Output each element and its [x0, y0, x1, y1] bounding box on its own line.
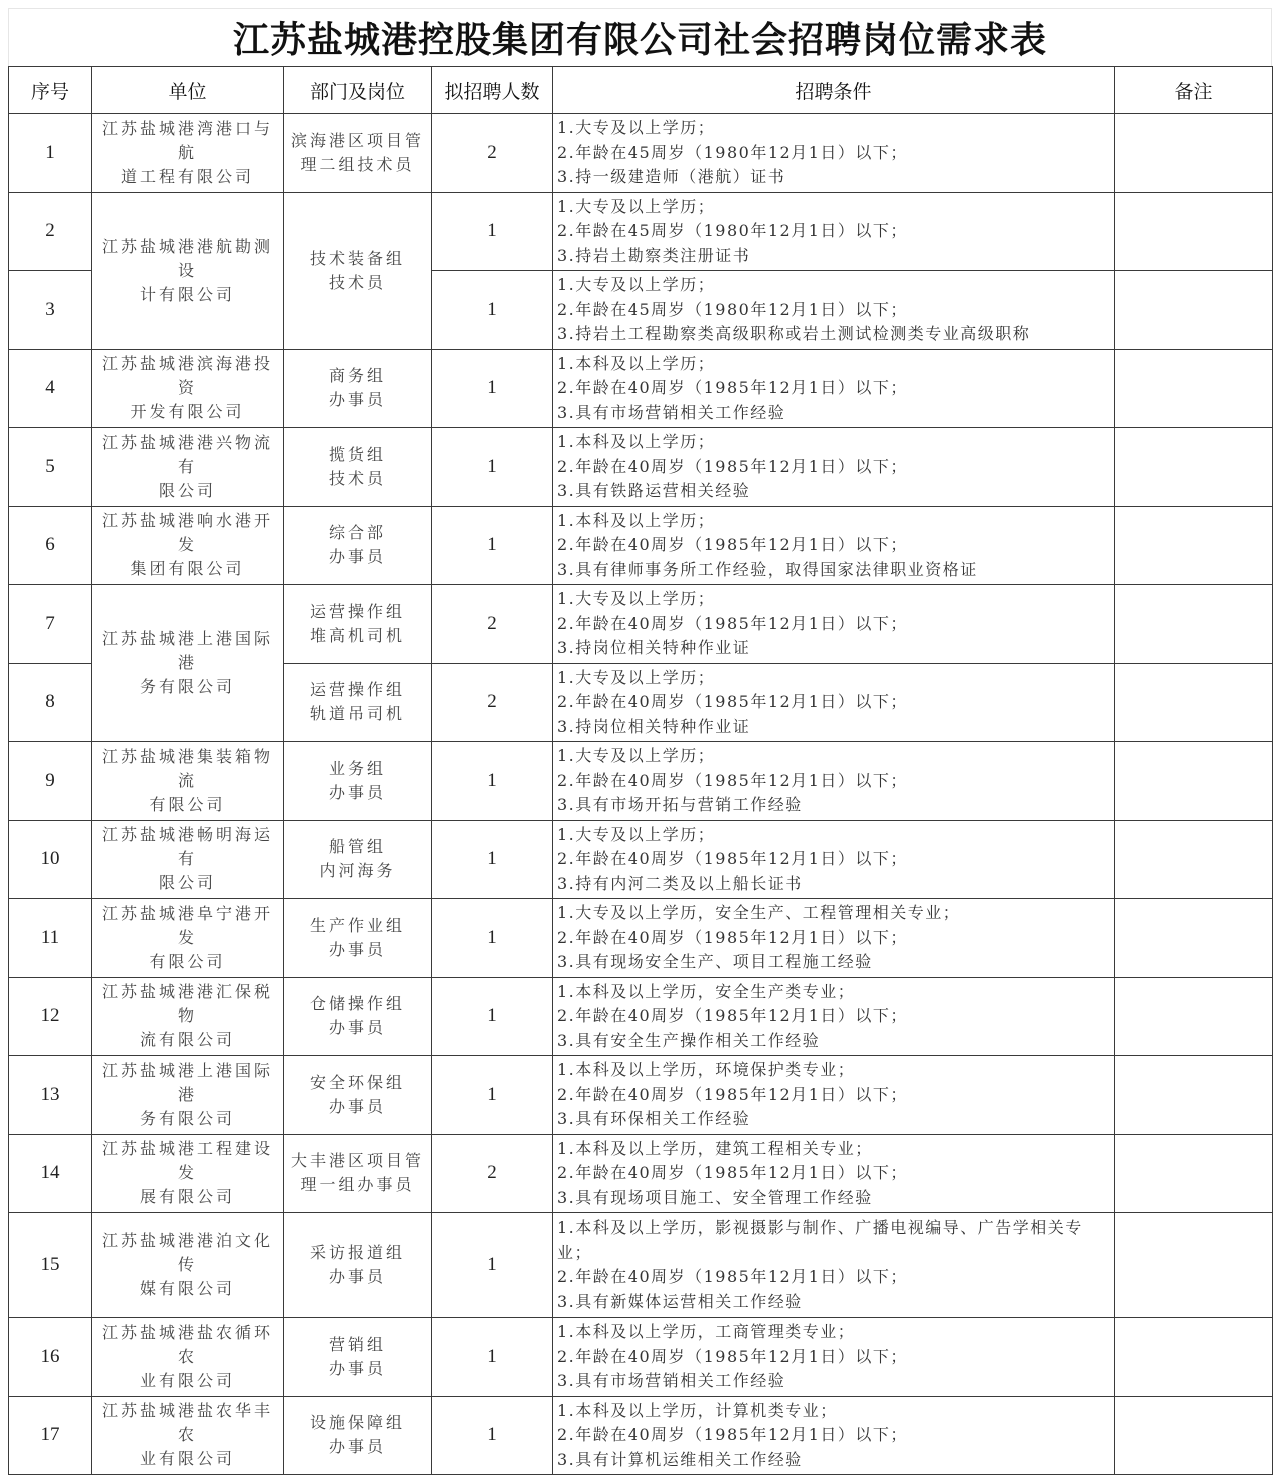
remarks-cell [1115, 349, 1273, 428]
remarks-cell [1115, 114, 1273, 193]
remarks-cell [1115, 899, 1273, 978]
dept-cell [284, 1213, 432, 1318]
unit-line: 江苏盐城港集装箱物流 [101, 746, 273, 790]
condition-line: 3.具有律师事务所工作经验，取得国家法律职业资格证 [557, 559, 978, 579]
dept-line: 办事员 [328, 1018, 386, 1038]
table-row [9, 1213, 1273, 1318]
table-row [9, 977, 1273, 1056]
seq-cell: 15 [9, 1213, 92, 1318]
conditions-cell [553, 428, 1115, 507]
seq-cell: 4 [9, 349, 92, 428]
unit-cell [92, 585, 284, 742]
dept-line: 办事员 [328, 1096, 386, 1116]
condition-line: 3.持岩土工程勘察类高级职称或岩土测试检测类专业高级职称 [557, 324, 1031, 343]
condition-line: 1.大专及以上学历； [557, 746, 716, 765]
remarks-cell [1115, 585, 1273, 664]
count-cell: 1 [432, 1396, 553, 1475]
seq-cell: 5 [9, 428, 92, 507]
conditions-cell [553, 977, 1115, 1056]
unit-cell [92, 1396, 284, 1475]
unit-line: 江苏盐城港上港国际港 [101, 629, 273, 672]
conditions-cell [553, 1213, 1115, 1318]
unit-line: 江苏盐城港港汇保税物 [101, 982, 273, 1026]
condition-line: 2.年龄在40周岁（1985年12月1日）以下； [557, 378, 908, 397]
remarks-cell [1115, 428, 1273, 507]
unit-cell [92, 506, 284, 585]
condition-line: 1.本科及以上学历，建筑工程相关专业； [557, 1138, 873, 1158]
condition-line: 2.年龄在45周岁（1980年12月1日）以下； [557, 221, 908, 240]
header-conditions: 招聘条件 [553, 67, 1115, 114]
unit-cell [92, 977, 284, 1056]
dept-cell [284, 1318, 432, 1397]
dept-line: 轨道吊司机 [309, 704, 405, 724]
condition-line: 3.具有市场营销相关工作经验 [557, 1371, 786, 1390]
count-cell: 1 [432, 977, 553, 1056]
count-cell: 1 [432, 820, 553, 899]
condition-line: 1.大专及以上学历； [557, 667, 716, 687]
unit-line: 江苏盐城港响水港开发 [101, 511, 273, 555]
count-cell: 1 [432, 506, 553, 585]
seq-cell: 13 [9, 1056, 92, 1135]
dept-line: 采访报道组 [309, 1243, 405, 1262]
header-seq: 序号 [9, 67, 92, 114]
seq-cell: 1 [9, 114, 92, 193]
unit-line: 媒有限公司 [139, 1279, 235, 1298]
unit-cell [92, 1056, 284, 1135]
condition-line: 3.具有市场开拓与营销工作经验 [557, 795, 803, 814]
condition-line: 2.年龄在40周岁（1985年12月1日）以下； [557, 456, 908, 476]
table-row [9, 742, 1273, 821]
unit-line: 开发有限公司 [130, 402, 245, 422]
unit-line: 江苏盐城港上港国际港 [101, 1060, 273, 1104]
dept-line: 生产作业组 [309, 915, 405, 935]
condition-line: 1.大专及以上学历； [557, 824, 716, 844]
count-cell: 2 [432, 1134, 553, 1213]
unit-line: 业有限公司 [139, 1449, 235, 1469]
condition-line: 1.本科及以上学历，工商管理类专业； [557, 1322, 856, 1341]
unit-cell [92, 1318, 284, 1397]
dept-line: 技术员 [328, 272, 386, 292]
unit-line: 江苏盐城港盐农循环农 [101, 1322, 273, 1366]
condition-line: 3.具有现场项目施工、安全管理工作经验 [557, 1187, 873, 1207]
condition-line: 2.年龄在40周岁（1985年12月1日）以下； [557, 1163, 908, 1182]
condition-line: 3.具有安全生产操作相关工作经验 [557, 1030, 821, 1050]
count-cell: 1 [432, 428, 553, 507]
seq-cell: 7 [9, 585, 92, 664]
header-count: 拟招聘人数 [432, 67, 553, 114]
unit-line: 江苏盐城港畅明海运有 [101, 825, 273, 869]
dept-cell [284, 663, 432, 742]
condition-line: 3.持有内河二类及以上船长证书 [557, 873, 803, 893]
unit-line: 务有限公司 [139, 677, 235, 696]
unit-cell [92, 899, 284, 978]
dept-line: 办事员 [328, 782, 386, 802]
seq-cell: 10 [9, 820, 92, 899]
unit-cell [92, 114, 284, 193]
count-cell: 2 [432, 114, 553, 193]
count-cell: 1 [432, 1213, 553, 1318]
title-bar [8, 8, 1272, 66]
table-row [9, 1056, 1273, 1135]
table-row [9, 1134, 1273, 1213]
seq-cell: 3 [9, 271, 92, 350]
dept-line: 理一组办事员 [300, 1175, 415, 1195]
dept-cell [284, 349, 432, 428]
dept-line: 办事员 [328, 1358, 386, 1378]
unit-line: 江苏盐城港港航勘测设 [101, 236, 273, 280]
remarks-cell [1115, 1134, 1273, 1213]
conditions-cell [553, 585, 1115, 664]
unit-line: 限公司 [158, 873, 216, 893]
dept-cell [284, 114, 432, 193]
dept-line: 办事员 [328, 1437, 386, 1457]
recruitment-table [8, 66, 1273, 1475]
seq-cell: 11 [9, 899, 92, 978]
condition-line: 2.年龄在40周岁（1985年12月1日）以下； [557, 1425, 908, 1444]
dept-line: 船管组 [328, 837, 386, 857]
dept-line: 综合部 [328, 523, 386, 543]
table-row [9, 192, 1273, 271]
dept-line: 安全环保组 [309, 1072, 405, 1092]
remarks-cell [1115, 1318, 1273, 1397]
dept-line: 商务组 [328, 366, 386, 386]
dept-line: 运营操作组 [309, 680, 405, 700]
count-cell: 1 [432, 1318, 553, 1397]
condition-line: 3.具有现场安全生产、项目工程施工经验 [557, 952, 873, 971]
unit-line: 江苏盐城港港泊文化传 [101, 1231, 273, 1274]
unit-line: 江苏盐城港港兴物流有 [101, 432, 273, 476]
table-row [9, 820, 1273, 899]
seq-cell: 6 [9, 506, 92, 585]
count-cell: 1 [432, 192, 553, 271]
table-row [9, 899, 1273, 978]
unit-line: 务有限公司 [139, 1108, 235, 1128]
seq-cell: 2 [9, 192, 92, 271]
conditions-cell [553, 506, 1115, 585]
header-dept: 部门及岗位 [284, 67, 432, 114]
remarks-cell [1115, 506, 1273, 585]
header-remarks: 备注 [1115, 67, 1273, 114]
condition-line: 1.本科及以上学历，影视摄影与制作、广播电视编导、广告学相关专业； [557, 1218, 1083, 1262]
condition-line: 2.年龄在40周岁（1985年12月1日）以下； [557, 535, 908, 554]
unit-cell [92, 192, 284, 349]
count-cell: 1 [432, 349, 553, 428]
condition-line: 3.持岩土勘察类注册证书 [557, 245, 751, 265]
condition-line: 3.具有新媒体运营相关工作经验 [557, 1291, 803, 1311]
condition-line: 3.具有铁路运营相关经验 [557, 481, 751, 500]
condition-line: 3.持岗位相关特种作业证 [557, 716, 751, 736]
unit-cell [92, 349, 284, 428]
remarks-cell [1115, 1056, 1273, 1135]
remarks-cell [1115, 663, 1273, 742]
condition-line: 2.年龄在45周岁（1980年12月1日）以下； [557, 299, 908, 319]
unit-cell [92, 742, 284, 821]
conditions-cell [553, 1396, 1115, 1475]
dept-cell [284, 428, 432, 507]
table-row [9, 1318, 1273, 1397]
count-cell: 2 [432, 663, 553, 742]
condition-line: 3.持岗位相关特种作业证 [557, 638, 751, 657]
unit-line: 限公司 [158, 480, 216, 500]
dept-line: 仓储操作组 [309, 994, 405, 1014]
table-row [9, 114, 1273, 193]
condition-line: 1.大专及以上学历； [557, 118, 716, 137]
seq-cell: 8 [9, 663, 92, 742]
document-page [8, 8, 1272, 1475]
unit-line: 江苏盐城港滨海港投资 [101, 354, 273, 398]
dept-line: 设施保障组 [309, 1413, 405, 1433]
dept-line: 办事员 [328, 1267, 386, 1286]
unit-line: 流有限公司 [139, 1030, 235, 1050]
conditions-cell [553, 663, 1115, 742]
unit-line: 道工程有限公司 [120, 166, 254, 186]
condition-line: 3.具有市场营销相关工作经验 [557, 402, 786, 422]
condition-line: 1.本科及以上学历，计算机类专业； [557, 1400, 838, 1420]
count-cell: 2 [432, 585, 553, 664]
unit-line: 展有限公司 [139, 1187, 235, 1207]
condition-line: 2.年龄在45周岁（1980年12月1日）以下； [557, 142, 908, 162]
unit-cell [92, 1213, 284, 1318]
dept-cell [284, 585, 432, 664]
conditions-cell [553, 742, 1115, 821]
dept-cell [284, 192, 432, 349]
unit-line: 计有限公司 [139, 284, 235, 304]
unit-cell [92, 820, 284, 899]
dept-cell [284, 820, 432, 899]
dept-cell [284, 899, 432, 978]
dept-line: 堆高机司机 [309, 625, 405, 645]
count-cell: 1 [432, 271, 553, 350]
unit-cell [92, 1134, 284, 1213]
dept-line: 理二组技术员 [300, 154, 415, 174]
condition-line: 2.年龄在40周岁（1985年12月1日）以下； [557, 1346, 908, 1366]
condition-line: 2.年龄在40周岁（1985年12月1日）以下； [557, 770, 908, 790]
condition-line: 3.持一级建造师（港航）证书 [557, 167, 786, 186]
condition-line: 2.年龄在40周岁（1985年12月1日）以下； [557, 1267, 908, 1286]
condition-line: 3.具有计算机运维相关工作经验 [557, 1449, 803, 1469]
table-row [9, 428, 1273, 507]
dept-cell [284, 1134, 432, 1213]
unit-line: 有限公司 [149, 794, 226, 814]
page-title: 江苏盐城港控股集团有限公司社会招聘岗位需求表 [232, 19, 1047, 61]
condition-line: 2.年龄在40周岁（1985年12月1日）以下； [557, 613, 908, 633]
count-cell: 1 [432, 899, 553, 978]
seq-cell: 12 [9, 977, 92, 1056]
seq-cell: 16 [9, 1318, 92, 1397]
dept-cell [284, 1056, 432, 1135]
dept-line: 办事员 [328, 547, 386, 567]
condition-line: 1.本科及以上学历； [557, 510, 716, 530]
conditions-cell [553, 114, 1115, 193]
remarks-cell [1115, 977, 1273, 1056]
conditions-cell [553, 899, 1115, 978]
condition-line: 1.本科及以上学历，安全生产类专业； [557, 981, 856, 1001]
conditions-cell [553, 192, 1115, 271]
dept-line: 揽货组 [328, 444, 386, 464]
condition-line: 2.年龄在40周岁（1985年12月1日）以下； [557, 1006, 908, 1025]
condition-line: 1.本科及以上学历； [557, 353, 716, 373]
condition-line: 1.大专及以上学历； [557, 275, 716, 294]
conditions-cell [553, 1318, 1115, 1397]
condition-line: 2.年龄在40周岁（1985年12月1日）以下； [557, 927, 908, 947]
condition-line: 1.本科及以上学历； [557, 432, 716, 451]
dept-cell [284, 1396, 432, 1475]
dept-line: 内河海务 [319, 861, 396, 881]
condition-line: 1.大专及以上学历； [557, 196, 716, 216]
table-header-row [9, 67, 1273, 114]
conditions-cell [553, 349, 1115, 428]
table-row [9, 1396, 1273, 1475]
seq-cell: 9 [9, 742, 92, 821]
unit-line: 江苏盐城港湾港口与航 [101, 118, 273, 162]
remarks-cell [1115, 1396, 1273, 1475]
dept-line: 技术员 [328, 468, 386, 488]
table-row [9, 349, 1273, 428]
conditions-cell [553, 271, 1115, 350]
seq-cell: 17 [9, 1396, 92, 1475]
remarks-cell [1115, 820, 1273, 899]
condition-line: 3.具有环保相关工作经验 [557, 1109, 751, 1128]
condition-line: 1.大专及以上学历，安全生产、工程管理相关专业； [557, 903, 961, 922]
unit-cell [92, 428, 284, 507]
conditions-cell [553, 820, 1115, 899]
dept-line: 营销组 [328, 1334, 386, 1354]
seq-cell: 14 [9, 1134, 92, 1213]
remarks-cell [1115, 1213, 1273, 1318]
remarks-cell [1115, 742, 1273, 821]
dept-line: 大丰港区项目管 [290, 1151, 424, 1171]
condition-line: 2.年龄在40周岁（1985年12月1日）以下； [557, 1084, 908, 1104]
condition-line: 2.年龄在40周岁（1985年12月1日）以下； [557, 692, 908, 711]
dept-line: 业务组 [328, 758, 386, 778]
unit-line: 业有限公司 [139, 1370, 235, 1390]
count-cell: 1 [432, 1056, 553, 1135]
header-unit: 单位 [92, 67, 284, 114]
remarks-cell [1115, 192, 1273, 271]
conditions-cell [553, 1056, 1115, 1135]
dept-cell [284, 506, 432, 585]
dept-line: 技术装备组 [309, 248, 405, 268]
unit-line: 江苏盐城港工程建设发 [101, 1139, 273, 1183]
table-row [9, 585, 1273, 664]
unit-line: 江苏盐城港盐农华丰农 [101, 1401, 273, 1445]
dept-line: 运营操作组 [309, 601, 405, 621]
count-cell: 1 [432, 742, 553, 821]
unit-line: 江苏盐城港阜宁港开发 [101, 903, 273, 947]
unit-line: 集团有限公司 [130, 559, 245, 579]
dept-cell [284, 742, 432, 821]
table-row [9, 506, 1273, 585]
dept-cell [284, 977, 432, 1056]
dept-line: 滨海港区项目管 [290, 130, 424, 150]
dept-line: 办事员 [328, 939, 386, 959]
unit-line: 有限公司 [149, 951, 226, 971]
condition-line: 1.大专及以上学历； [557, 589, 716, 608]
condition-line: 2.年龄在40周岁（1985年12月1日）以下； [557, 849, 908, 868]
conditions-cell [553, 1134, 1115, 1213]
dept-line: 办事员 [328, 390, 386, 410]
condition-line: 1.本科及以上学历，环境保护类专业； [557, 1060, 856, 1079]
remarks-cell [1115, 271, 1273, 350]
